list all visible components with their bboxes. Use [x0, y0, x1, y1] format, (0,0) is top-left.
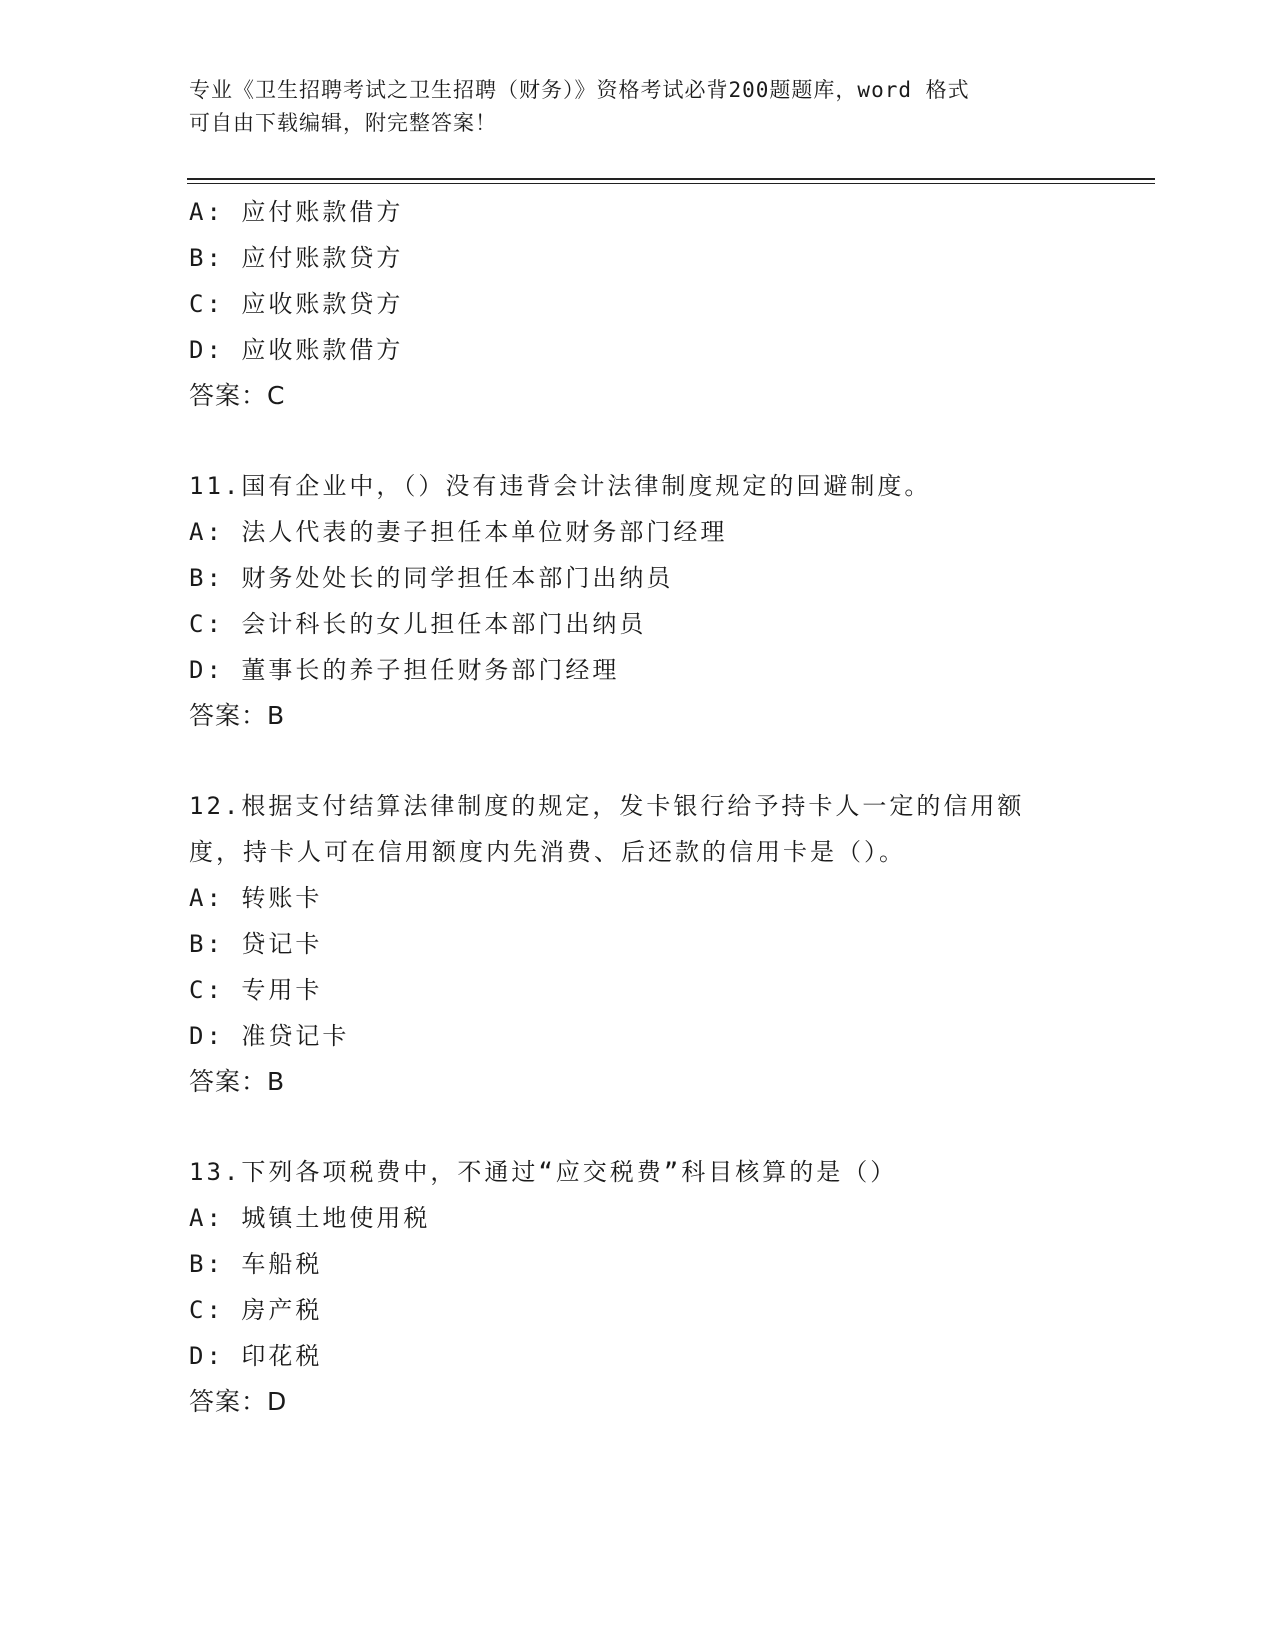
option-a: A: 法人代表的妻子担任本单位财务部门经理 [189, 518, 728, 546]
answer-line: 答案：B [189, 701, 286, 730]
option-c: C: 应收账款贷方 [189, 290, 404, 318]
spacer [189, 739, 1089, 783]
option-b: B: 车船税 [189, 1250, 323, 1278]
header-title-line-1: 专业《卫生招聘考试之卫生招聘（财务）》资格考试必背200题题库，word 格式 [189, 78, 970, 102]
question-11 [189, 463, 1089, 739]
option-a: A: 应付账款借方 [189, 198, 404, 226]
option-c: C: 会计科长的女儿担任本部门出纳员 [189, 610, 647, 638]
question-stem: 13.下列各项税费中，不通过“应交税费”科目核算的是（） [189, 1158, 898, 1186]
question-stem-line-1: 12.根据支付结算法律制度的规定，发卡银行给予持卡人一定的信用额 [189, 792, 1025, 820]
question-stem: 11.国有企业中，（）没有违背会计法律制度规定的回避制度。 [189, 472, 932, 500]
answer-line: 答案：B [189, 1067, 286, 1096]
header-title-line-2: 可自由下载编辑，附完整答案！ [189, 111, 497, 135]
option-b: B: 应付账款贷方 [189, 244, 404, 272]
question-stem-line-2: 度，持卡人可在信用额度内先消费、后还款的信用卡是（）。 [189, 838, 906, 866]
header-divider-thick [187, 178, 1155, 180]
header-divider-thin [187, 183, 1155, 184]
document-header [189, 74, 1089, 140]
answer-line: 答案：C [189, 381, 286, 410]
question-10 [189, 189, 1089, 419]
option-c: C: 房产税 [189, 1296, 323, 1324]
option-c: C: 专用卡 [189, 976, 323, 1004]
option-d: D: 印花税 [189, 1342, 323, 1370]
spacer [189, 1105, 1089, 1149]
option-a: A: 转账卡 [189, 884, 323, 912]
option-a: A: 城镇土地使用税 [189, 1204, 431, 1232]
option-b: B: 财务处处长的同学担任本部门出纳员 [189, 564, 674, 592]
option-d: D: 准贷记卡 [189, 1022, 350, 1050]
question-list [189, 189, 1089, 1425]
option-d: D: 董事长的养子担任财务部门经理 [189, 656, 620, 684]
option-d: D: 应收账款借方 [189, 336, 404, 364]
spacer [189, 419, 1089, 463]
question-13 [189, 1149, 1089, 1425]
question-12 [189, 783, 1089, 1105]
option-b: B: 贷记卡 [189, 930, 323, 958]
answer-line: 答案：D [189, 1387, 288, 1416]
